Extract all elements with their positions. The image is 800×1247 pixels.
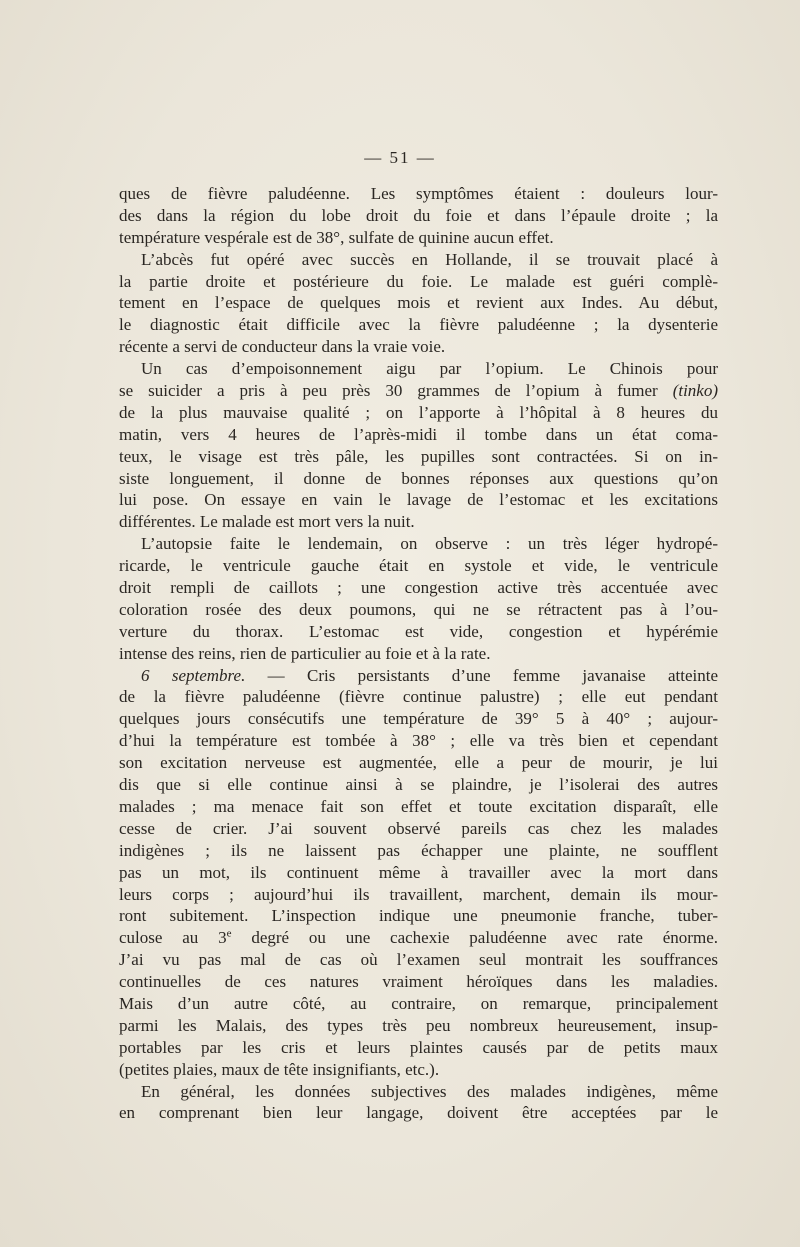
text-line: ques de fièvre paludéenne. Les symptômes étaient : douleurs lour- <box>119 184 718 203</box>
paragraph-opium-case <box>119 358 718 533</box>
text-line: intense des reins, rien de particulier au foie et à la rate. <box>119 643 491 663</box>
paragraph-javanese-woman <box>119 665 718 1081</box>
text-line: ront subitement. L’inspection indique une pneumonie franche, tuber- <box>119 906 718 926</box>
text-line: lui pose. On essaye en vain le lavage de l’estomac et les excitations <box>119 490 718 510</box>
text-line: En général, les données subjectives des malades indigènes, même <box>141 1081 718 1101</box>
text-segment: degré ou une cachexie paludéenne avec rate énorme. <box>231 928 718 948</box>
text-line <box>119 665 718 687</box>
text-line: parmi les Malais, des types très peu nombreux heureusement, insup- <box>119 1015 718 1035</box>
text-line: L’autopsie faite le lendemain, on observe : un très léger hydropé- <box>141 534 718 554</box>
page-number: — 51 — <box>364 148 436 167</box>
text-line: leurs corps ; aujourd’hui ils travaillent, marchent, demain ils mour- <box>119 884 718 904</box>
text-line: J’ai vu pas mal de cas où l’examen seul montrait les souffrances <box>119 950 718 970</box>
text-segment: se suicider a pris à peu près 30 grammes de l’opium à fumer <box>119 381 658 401</box>
text-line: indigènes ; ils ne laissent pas échapper une plainte, ne soufflent <box>119 840 718 860</box>
text-line: d’hui la température est tombée à 38° ; elle va très bien et cependant <box>119 731 718 751</box>
paragraph-autopsy <box>119 533 718 664</box>
text-line: tement en l’espace de quelques mois et revient aux Indes. Au début, <box>119 293 718 313</box>
text-line: la partie droite et postérieure du foie. Le malade est guéri complè- <box>119 271 718 291</box>
text-line <box>119 927 718 949</box>
text-line: température vespérale est de 38°, sulfate de quinine aucun effet. <box>119 227 554 247</box>
text-line: dis que si elle continue ainsi à se plaindre, je l’isolerai des autres <box>119 775 718 795</box>
text-line: L’abcès fut opéré avec succès en Hollande, il se trouvait placé à <box>141 249 718 269</box>
paragraph-abscess <box>119 249 718 358</box>
text-line: le diagnostic était difficile avec la fièvre paludéenne ; la dysenterie <box>119 315 718 335</box>
text-line: son excitation nerveuse est augmentée, elle a peur de mourir, je lui <box>119 753 718 773</box>
text-segment: culose au 3 <box>119 928 227 948</box>
text-line: verture du thorax. L’estomac est vide, congestion et hypérémie <box>119 621 718 641</box>
text-line: cesse de crier. J’ai souvent observé pareils cas chez les malades <box>119 818 718 838</box>
italic-term: (tinko) <box>672 381 719 401</box>
text-line: matin, vers 4 heures de l’après-midi il tombe dans un état coma- <box>119 424 718 444</box>
body-text <box>119 183 718 1124</box>
text-line: quelques jours consécutifs une température de 39° 5 à 40° ; aujour- <box>119 709 718 729</box>
text-line: (petites plaies, maux de tête insignifiants, etc.). <box>119 1059 440 1079</box>
text-line: siste longuement, il donne de bonnes réponses aux questions qu’on <box>119 468 718 488</box>
text-line: coloration rosée des deux poumons, qui ne se rétractent pas à l’ou- <box>119 599 718 619</box>
text-line: ricarde, le ventricule gauche était en systole et vide, le ventricule <box>119 556 718 576</box>
text-line: des dans la région du lobe droit du foie et dans l’épaule droite ; la <box>119 205 718 225</box>
paragraph-subjective-data <box>119 1081 718 1125</box>
text-line: de la fièvre paludéenne (fièvre continue palustre) ; elle eut pendant <box>119 687 718 707</box>
text-line: malades ; ma menace fait son effet et toute excitation disparaît, elle <box>119 796 718 816</box>
text-line: récente a servi de conducteur dans la vraie voie. <box>119 337 446 357</box>
text-line: teux, le visage est très pâle, les pupilles sont contractées. Si on in- <box>119 446 718 466</box>
text-line: Mais d’un autre côté, au contraire, on remarque, principalement <box>119 993 718 1013</box>
text-line <box>119 380 718 402</box>
text-line: pas un mot, ils continuent même à travailler avec la mort dans <box>119 862 718 882</box>
date-label: 6 septembre. <box>141 665 246 685</box>
text-line: de la plus mauvaise qualité ; on l’apporte à l’hôpital à 8 heures du <box>119 402 718 422</box>
superscript: e <box>226 927 232 940</box>
text-line: droit rempli de caillots ; une congestion active très accentuée avec <box>119 578 718 598</box>
text-line: en comprenant bien leur langage, doivent être acceptées par le <box>119 1103 718 1123</box>
text-line: continuelles de ces natures vraiment héroïques dans les maladies. <box>119 972 718 992</box>
paragraph-fever-symptoms <box>119 183 718 249</box>
text-line: Un cas d’empoisonnement aigu par l’opium. Le Chinois pour <box>141 359 718 379</box>
text-line: différentes. Le malade est mort vers la nuit. <box>119 512 415 532</box>
text-line: portables par les cris et leurs plaintes causés par de petits maux <box>119 1037 718 1057</box>
text-segment: — Cris persistants d’une femme javanaise atteinte <box>267 665 718 685</box>
